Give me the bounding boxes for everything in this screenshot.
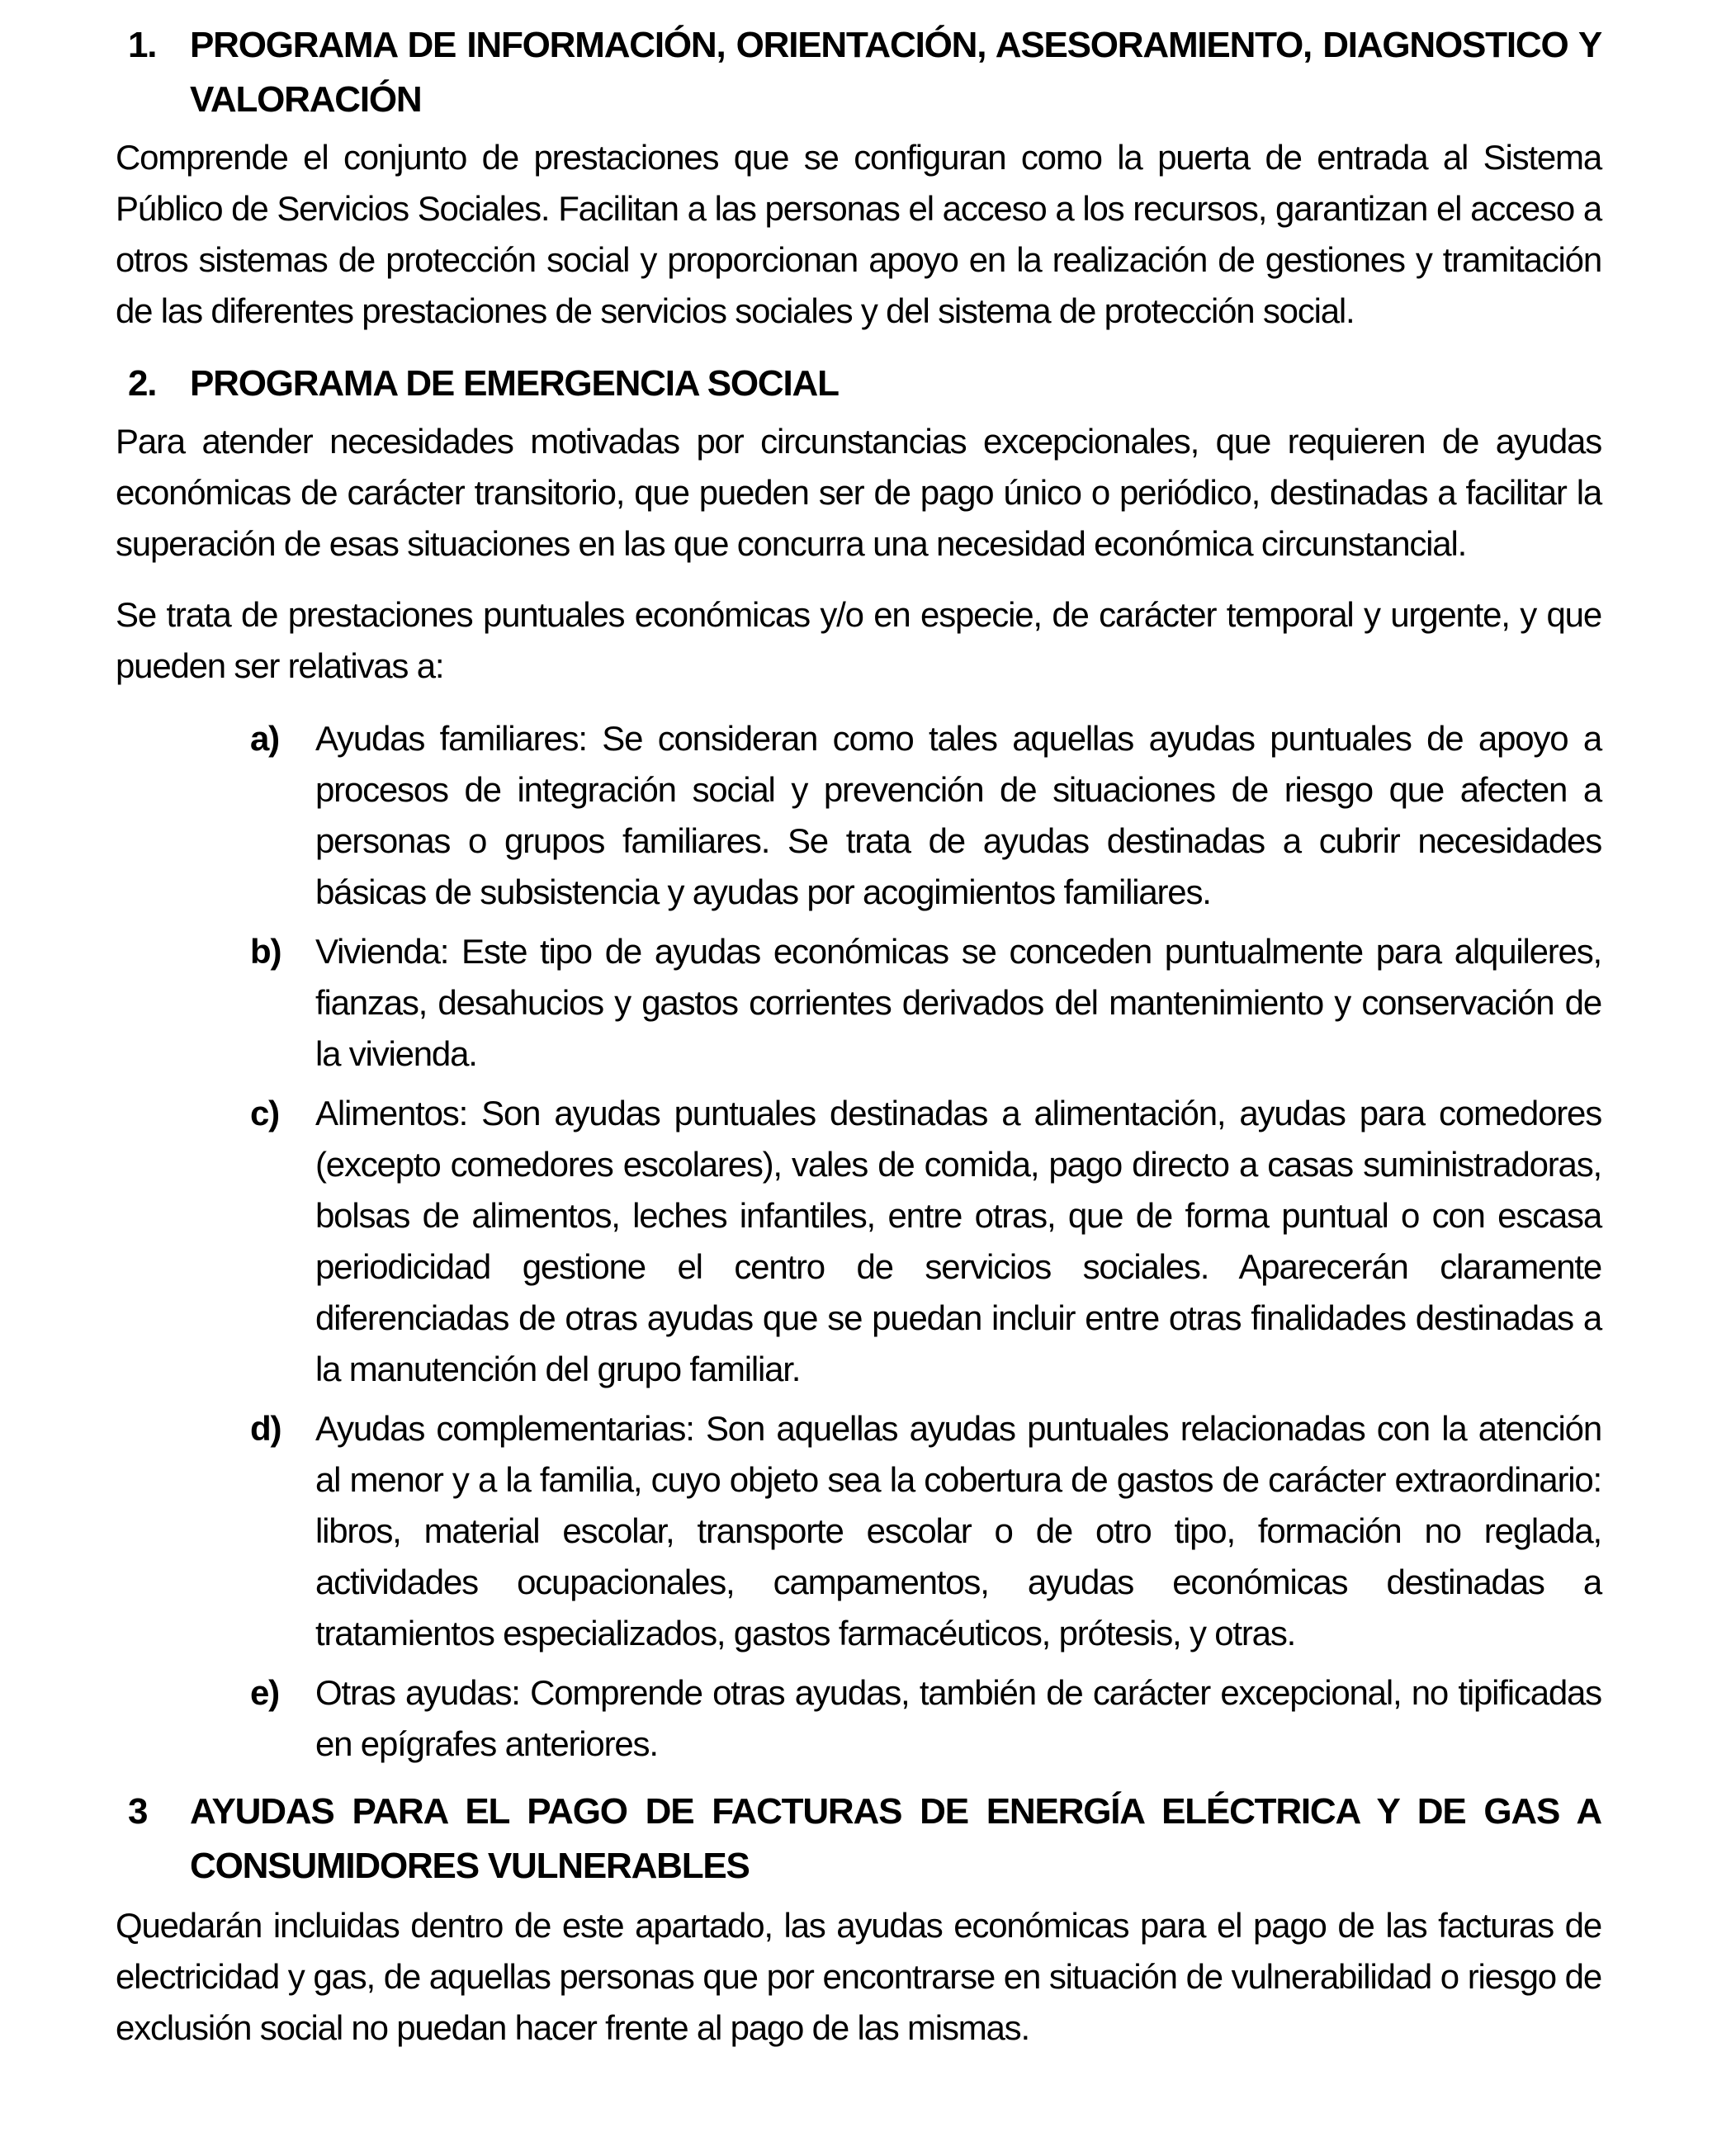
section-2-number: 2. <box>128 363 157 404</box>
list-item-e-text: Otras ayudas: Comprende otras ayudas, también de carácter excepcional, no tipificadas en epígrafes anteriores. <box>315 1673 1601 1763</box>
list-item-a-text: Ayudas familiares: Se consideran como tales aquellas ayudas puntuales de apoyo a procesos de integración social y prevención de situaciones de riesgo que afecten a personas o grupos familiares. Se trata de ayudas destinadas a cubrir necesidades básicas de subsistencia y ayudas por acogimientos familiares. <box>315 719 1601 911</box>
section-3-heading <box>116 1785 1601 1894</box>
section-2-title: PROGRAMA DE EMERGENCIA SOCIAL <box>190 363 839 404</box>
list-item-c <box>116 1088 1601 1395</box>
list-item-b-text: Vivienda: Este tipo de ayudas económicas se conceden puntualmente para alquileres, fianzas, desahucios y gastos corrientes derivados del mantenimiento y conservación de la vivienda. <box>315 932 1601 1073</box>
section-2-heading <box>116 357 1601 411</box>
list-item-d-text: Ayudas complementarias: Son aquellas ayudas puntuales relacionadas con la atención al menor y a la familia, cuyo objeto sea la cobertura de gastos de carácter extraordinario: libros, material escolar, transporte escolar o de otro tipo, formación no reglada, actividades ocupacionales, campamentos, ayudas económicas destinadas a tratamientos especializados, gastos farmacéuticos, prótesis, y otras. <box>315 1409 1601 1652</box>
list-item-c-text: Alimentos: Son ayudas puntuales destinadas a alimentación, ayudas para comedores (excepto comedores escolares), vales de comida, pago directo a casas suministradoras, bolsas de alimentos, leches infantiles, entre otras, que de forma puntual o con escasa periodicidad gestione el centro de servicios sociales. Aparecerán claramente diferenciadas de otras ayudas que se puedan incluir entre otras finalidades destinadas a la manutención del grupo familiar. <box>315 1094 1601 1388</box>
paragraph-1: Comprende el conjunto de prestaciones que se configuran como la puerta de entrada al Sistema Público de Servicios Sociales. Facilitan a las personas el acceso a los recursos, garantizan el acceso a otros sistemas de protección social y proporcionan apoyo en la realización de gestiones y tramitación de las diferentes prestaciones de servicios sociales y del sistema de protección social. <box>116 138 1601 330</box>
list-item-d-label: d) <box>250 1409 281 1448</box>
paragraph-3: Se trata de prestaciones puntuales económicas y/o en especie, de carácter temporal y urgente, y que pueden ser relativas a: <box>116 595 1601 685</box>
list-item-e-label: e) <box>250 1673 279 1712</box>
list-item-b-label: b) <box>250 932 281 971</box>
aid-types-list <box>116 713 1601 1770</box>
list-item-b <box>116 926 1601 1080</box>
list-item-e <box>116 1667 1601 1770</box>
list-item-a <box>116 713 1601 918</box>
section-1-title: PROGRAMA DE INFORMACIÓN, ORIENTACIÓN, ASESORAMIENTO, DIAGNOSTICO Y VALORACIÓN <box>190 25 1601 120</box>
section-3-title: AYUDAS PARA EL PAGO DE FACTURAS DE ENERGÍA ELÉCTRICA Y DE GAS A CONSUMIDORES VULNERABLES <box>190 1791 1601 1886</box>
list-item-a-label: a) <box>250 719 279 758</box>
paragraph-2: Para atender necesidades motivadas por circunstancias excepcionales, que requieren de ayudas económicas de carácter transitorio, que pueden ser de pago único o periódico, destinadas a facilitar la superación de esas situaciones en las que concurra una necesidad económica circunstancial. <box>116 422 1601 563</box>
section-3-number: 3 <box>128 1791 148 1832</box>
list-item-d <box>116 1403 1601 1659</box>
list-item-c-label: c) <box>250 1094 279 1132</box>
paragraph-4: Quedarán incluidas dentro de este apartado, las ayudas económicas para el pago de las facturas de electricidad y gas, de aquellas personas que por encontrarse en situación de vulnerabilidad o riesgo de exclusión social no puedan hacer frente al pago de las mismas. <box>116 1906 1601 2047</box>
section-1-number: 1. <box>128 25 157 65</box>
section-1-heading <box>116 18 1601 127</box>
